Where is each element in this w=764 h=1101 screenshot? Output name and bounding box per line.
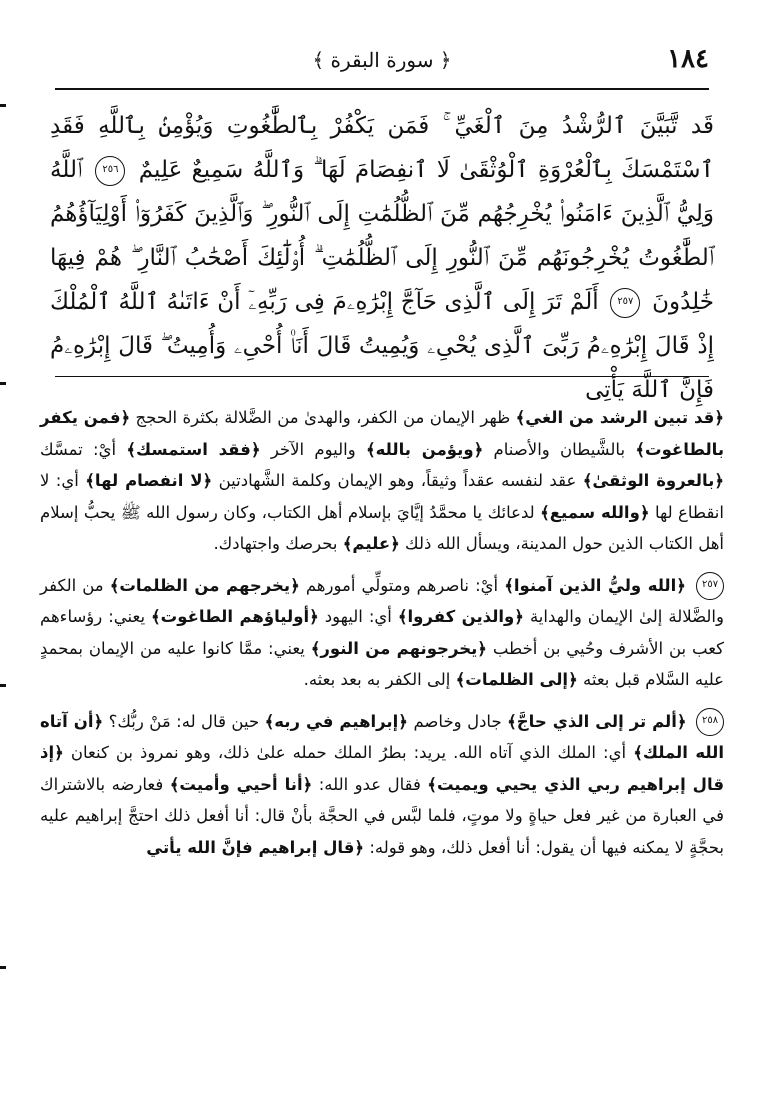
quoted-phrase: ﴿لا انفصام لها﴾	[85, 471, 213, 490]
quoted-phrase: ﴿قال إبراهيم فإنَّ الله يأتي	[146, 837, 365, 857]
quoted-phrase: ﴿فقد استمسك﴾	[126, 439, 261, 459]
commentary: فعارضه بالاشتراك في العبارة من غير فعل حياةٍ ولا موتٍ، فلما لبَّس في الحجَّة بأنْ قال: أنا أفعل ذلك احتجَّ إبراهيم عليه بحجَّةٍ لا يمكنه فيها أن يقول: أنا أفعل ذلك، وهو قوله:	[40, 774, 724, 857]
commentary: يعني: رؤساءهم كعب بن الأشرف وحُيي بن أخطب	[40, 607, 725, 658]
commentary: أيْ: ناصرهم ومتولِّي أمورهم	[305, 575, 499, 595]
quoted-phrase: ﴿يخرجونهم من النور﴾	[310, 638, 487, 658]
tafsir-paragraph-256	[40, 402, 724, 560]
verse-number-badge: ٢٥٨	[696, 708, 724, 736]
quoted-phrase: ﴿والذين كفروا﴾	[397, 607, 524, 626]
scan-edge-mark	[0, 382, 6, 385]
tafsir-paragraph-257	[40, 570, 724, 696]
commentary: أي: الملك الذي آتاه الله. يريد: بطرُ الملك حمله علىٰ ذلك، وهو نمروذ بن كنعان	[70, 743, 627, 762]
scan-edge-mark	[0, 104, 6, 107]
commentary: أيْ: تمسَّك	[40, 439, 117, 459]
quoted-phrase: ﴿إلى الظلمات﴾	[455, 670, 578, 689]
header-divider	[55, 88, 709, 90]
quoted-phrase: ﴿الله وليُّ الذين آمنوا﴾	[504, 575, 686, 595]
quran-text-block	[50, 104, 715, 403]
commentary: بالشَّيطان والأصنام	[493, 439, 626, 459]
quoted-phrase: ﴿ألم تر إلى الذي حاجَّ﴾	[507, 711, 687, 731]
scan-edge-mark	[0, 966, 6, 969]
quoted-phrase: ﴿قد تبين الرشد من الغي﴾	[515, 408, 724, 427]
ayah-text: ٱللَّهُ وَلِيُّ ٱلَّذِينَ ءَامَنُوا۟ يُخْرِجُهُم مِّنَ ٱلظُّلُمَٰتِ إِلَى ٱلنُّورِ ۖ وَٱلَّذِينَ كَفَرُوٓا۟ أَوْلِيَآؤُهُمُ ٱلطَّٰغُوتُ يُخْرِجُونَهُم مِّنَ ٱلنُّورِ إِلَى ٱلظُّلُمَٰتِ ۗ أُو۟لَٰٓئِكَ أَصْحَٰبُ ٱلنَّارِ ۖ هُمْ فِيهَا خَٰلِدُونَ	[50, 157, 715, 315]
quoted-phrase: ﴿ويؤمن بالله﴾	[365, 439, 484, 459]
commentary: جادل وخاصم	[413, 711, 502, 731]
commentary: يعني: ممَّا كانوا عليه من الإيمان بمحمدٍ عليه السَّلام قبل بعثه	[40, 638, 724, 689]
commentary: فقال عدو الله:	[318, 774, 421, 794]
commentary: أي: لا انقطاع لها	[40, 471, 724, 522]
quoted-phrase: ﴿إذ قال إبراهيم ربي الذي يحيي ويميت﴾	[40, 743, 724, 794]
scan-edge-mark	[0, 684, 6, 687]
page-number: ١٨٤	[667, 44, 709, 74]
ayah-number-256: ٢٥٦	[95, 156, 125, 186]
commentary: حين قال له: مَنْ ربُّك؟	[108, 711, 260, 731]
commentary: إلى الكفر به بعد بعثه.	[303, 670, 451, 689]
quoted-phrase: ﴿والله سميع﴾	[540, 502, 650, 522]
quoted-phrase: ﴿أولياؤهم الطاغوت﴾	[151, 607, 319, 626]
commentary: أي: اليهود	[324, 607, 392, 626]
commentary: واليوم الآخر	[270, 439, 356, 459]
surah-title: ﴿ سورة البقرة ﴾	[312, 48, 452, 72]
quoted-phrase: ﴿أنا أحيي وأميت﴾	[169, 774, 313, 794]
tafsir-block	[40, 402, 724, 1092]
quoted-phrase: ﴿إبراهيم في ربه﴾	[264, 711, 408, 731]
ayah-text: أَلَمْ تَرَ إِلَى ٱلَّذِى حَآجَّ إِبْرَٰهِۦمَ فِى رَبِّهِۦٓ أَنْ ءَاتَىٰهُ ٱللَّهُ ٱلْمُلْكَ إِذْ قَالَ إِبْرَٰهِۦمُ رَبِّىَ ٱلَّذِى يُحْىِۦ وَيُمِيتُ قَالَ أَنَا۠ أُحْىِۦ وَأُمِيتُ ۖ قَالَ إِبْرَٰهِۦمُ فَإِنَّ ٱللَّهَ يَأْتِى	[50, 289, 714, 403]
quoted-phrase: ﴿أن آتاه الله الملك﴾	[40, 711, 725, 762]
commentary: لدعائك يا محمَّدُ إيَّايَ بإسلام أهل الكتاب، وكان رسول الله ﷺ يحبُّ إسلام أهل الكتاب الذين حول المدينة، ويسأل الله ذلك	[40, 502, 724, 553]
commentary: من الكفر والضَّلالة إلىٰ الإيمان والهداية	[40, 575, 724, 626]
page-header	[55, 40, 709, 90]
tafsir-paragraph-258	[40, 706, 724, 864]
quoted-phrase: ﴿بالعروة الوثقىٰ﴾	[582, 471, 725, 490]
commentary: عقد لنفسه عقداً وثيقاً، وهو الإيمان وكلمة الشَّهادتين	[218, 471, 577, 490]
quran-divider	[55, 376, 709, 377]
quoted-phrase: ﴿عليم﴾	[342, 534, 400, 553]
commentary: بحرصك واجتهادك.	[213, 534, 338, 553]
quoted-phrase: ﴿يخرجهم من الظلمات﴾	[109, 575, 300, 595]
ayah-text: قَد تَّبَيَّنَ ٱلرُّشْدُ مِنَ ٱلْغَيِّ ۚ فَمَن يَكْفُرْ بِٱلطَّٰغُوتِ وَيُؤْمِنۢ بِٱللَّهِ فَقَدِ ٱسْتَمْسَكَ بِٱلْعُرْوَةِ ٱلْوُثْقَىٰ لَا ٱنفِصَامَ لَهَا ۗ وَٱللَّهُ سَمِيعٌ عَلِيمٌ	[50, 113, 714, 183]
quoted-phrase: ﴿فمن يكفر بالطاغوت﴾	[40, 408, 725, 459]
verse-number-badge: ٢٥٧	[696, 572, 724, 600]
commentary: ظهر الإيمان من الكفر، والهدىٰ من الضَّلالة بكثرة الحجج	[135, 408, 511, 427]
ayah-number-257: ٢٥٧	[610, 288, 640, 318]
